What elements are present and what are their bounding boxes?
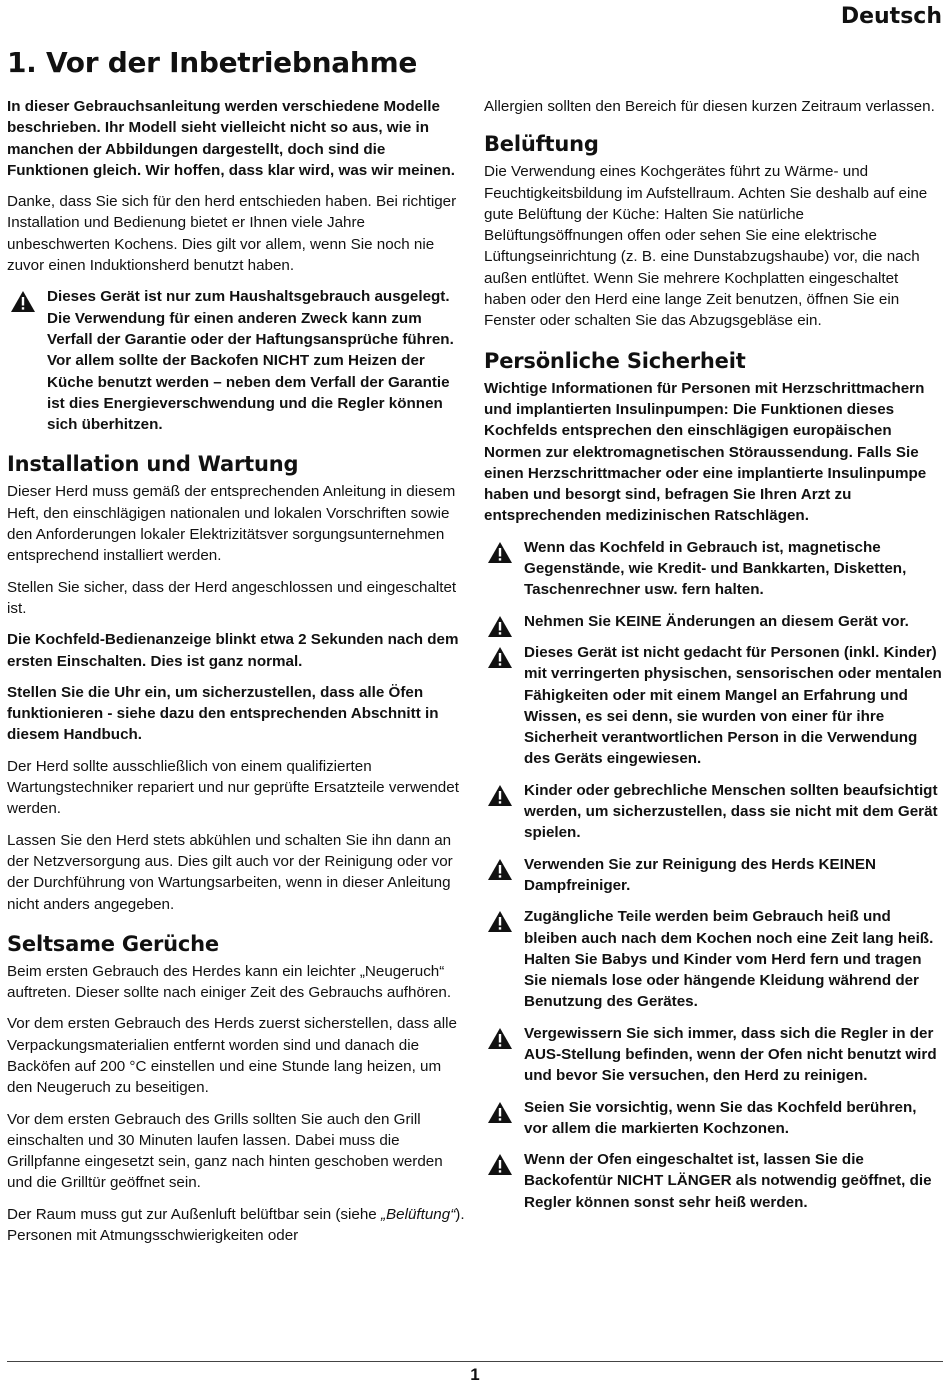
page-title: 1. Vor der Inbetriebnahme xyxy=(7,46,418,79)
section-heading-installation: Installation und Wartung xyxy=(7,452,299,477)
language-label: Deutsch xyxy=(840,4,942,29)
paragraph-bold: Stellen Sie die Uhr ein, um sicherzustellen, dass alle Öfen funktionieren - siehe dazu den entsprechenden Abschnitt in diesem Handbuch. xyxy=(7,683,439,744)
section-heading-smells: Seltsame Gerüche xyxy=(7,931,219,956)
paragraph: Vor dem ersten Gebrauch des Grills sollten Sie auch den Grill einschalten und 30 Minuten laufen lassen. Dabei muss die Grillpfanne eingesetzt sein, ganz nach hinten geschoben werden und die Grilltür geöffnet sein. xyxy=(7,1110,443,1192)
paragraph: Vor dem ersten Gebrauch des Herds zuerst sicherstellen, dass alle Verpackungsmaterialien entfernt worden sind und danach die Backöfen auf 200 °C einstellen und eine Stunde lang heizen, um den Neugeruch zu beseitigen. xyxy=(7,1015,457,1097)
warning-text: Seien Sie vorsichtig, wenn Sie das Kochfeld berühren, vor allem die markierten Kochzonen. xyxy=(524,1098,917,1137)
warning-household xyxy=(7,286,465,435)
paragraph: Der Herd sollte ausschließlich von einem qualifizierten Wartungstechniker repariert und nur geprüfte Ersatzteile verwendet werden. xyxy=(7,757,459,818)
warning-item xyxy=(484,1149,942,1213)
paragraph xyxy=(7,1204,465,1247)
footer-divider xyxy=(7,1361,943,1362)
intro-bold-paragraph: In dieser Gebrauchsanleitung werden verschiedene Modelle beschrieben. Ihr Modell sieht vielleicht nicht so aus, wie in manchen der Abbildungen dargestellt, doch sind die Funktionen gleich. Wir hoffen, dass klar wird, was wir meinen. xyxy=(7,98,455,179)
paragraph: Dieser Herd muss gemäß der entsprechenden Anleitung in diesem Heft, den einschlägigen nationalen und lokalen Vorschriften sowie den Anforderungen lokaler Elektrizitätsver sorgungsunternehmen entsprechend installiert werden. xyxy=(7,483,456,565)
warning-triangle-icon xyxy=(487,1101,513,1124)
warning-triangle-icon xyxy=(487,910,513,933)
warning-item xyxy=(484,611,942,632)
text-run: Der Raum muss gut zur Außenluft belüftbar sein (siehe xyxy=(7,1205,381,1223)
warning-text: Verwenden Sie zur Reinigung des Herds KEINEN Dampfreiniger. xyxy=(524,855,876,894)
warning-item xyxy=(484,780,942,844)
warning-triangle-icon xyxy=(487,615,513,638)
section-heading-ventilation: Belüftung xyxy=(484,132,599,157)
warning-text: Zugängliche Teile werden beim Gebrauch heiß und bleiben auch nach dem Kochen noch eine Zeit lang heiß. Halten Sie Babys und Kinder vom Herd fern und tragen Sie niemals lose oder hängende Kleidung während der Benutzung des Gerätes. xyxy=(524,908,934,1011)
warning-text: Kinder oder gebrechliche Menschen sollten beaufsichtigt werden, um sicherzustellen, dass sie nicht mit dem Gerät spielen. xyxy=(524,781,938,842)
paragraph: Stellen Sie sicher, dass der Herd angeschlossen und eingeschaltet ist. xyxy=(7,578,457,617)
warning-item xyxy=(484,906,942,1012)
left-column xyxy=(7,96,465,1256)
paragraph: Lassen Sie den Herd stets abkühlen und schalten Sie ihn dann an der Netzversorgung aus. Dies gilt auch vor der Reinigung oder vor der Durchführung von Wartungsarbeiten, wenn in dieser Anleitung nicht anders angegeben. xyxy=(7,831,453,913)
warning-text: Vergewissern Sie sich immer, dass sich die Regler in der AUS-Stellung befinden, wenn der Ofen nicht benutzt wird und bevor Sie versuchen, den Herd zu reinigen. xyxy=(524,1024,937,1085)
warning-item xyxy=(484,642,942,770)
paragraph-bold: Wichtige Informationen für Personen mit Herzschrittmachern und implantierten Insulinpumpen: Die Funktionen dieses Kochfelds entsprechen den einschlägigen europäischen Normen zur elektromagnetischen Störaussendung. Falls Sie einen Herzschrittmacher oder eine implantierte Insulinpumpe haben und besorgt sind, befragen Sie Ihren Arzt zu entsprechenden medizinischen Ratschlägen. xyxy=(484,379,927,525)
warning-triangle-icon xyxy=(10,290,36,313)
warning-triangle-icon xyxy=(487,541,513,564)
paragraph: Allergien sollten den Bereich für diesen kurzen Zeitraum verlassen. xyxy=(484,98,935,115)
intro-paragraph: Danke, dass Sie sich für den herd entschieden haben. Bei richtiger Installation und Bedienung bietet er Ihnen viele Jahre unbeschwerten Kochens. Dies gilt vor allem, wenn Sie noch nie zuvor einen Induktionsherd benutzt haben. xyxy=(7,193,457,275)
warning-item xyxy=(484,537,942,601)
warning-triangle-icon xyxy=(487,858,513,881)
cross-reference: „Belüftung“ xyxy=(380,1205,456,1223)
section-heading-safety: Persönliche Sicherheit xyxy=(484,348,746,373)
warning-list xyxy=(484,537,942,1213)
warning-triangle-icon xyxy=(487,1027,513,1050)
warning-text: Dieses Gerät ist nicht gedacht für Personen (inkl. Kinder) mit verringerten physischen, sensorischen oder mentalen Fähigkeiten oder mit einem Mangel an Erfahrung und Wissen, es sei denn, sie wurden von einer für ihre Sicherheit verantwortlichen Person in die Verwendung des Geräts eingewiesen. xyxy=(524,643,942,768)
warning-text: Nehmen Sie KEINE Änderungen an diesem Gerät vor. xyxy=(524,612,909,630)
page-number: 1 xyxy=(470,1365,480,1384)
warning-text: Wenn das Kochfeld in Gebrauch ist, magnetische Gegenstände, wie Kredit- und Bankkarten, Disketten, Taschenrechner usw. fern halten. xyxy=(524,538,907,599)
warning-triangle-icon xyxy=(487,1153,513,1176)
paragraph: Beim ersten Gebrauch des Herdes kann ein leichter „Neugeruch“ auftreten. Dieser sollte nach einiger Zeit des Gebrauchs aufhören. xyxy=(7,962,452,1002)
warning-triangle-icon xyxy=(487,646,513,669)
paragraph: Die Verwendung eines Kochgerätes führt zu Wärme- und Feuchtigkeitsbildung im Aufstellraum. Achten Sie deshalb auf eine gute Belüftung der Küche: Halten Sie natürliche Belüftungsöffnungen offen oder sehen Sie eine elektrische Lüftungseinrichtung (z. B. eine Dunstabzugshaube) vor, die nach außen entlüftet. Wenn Sie mehrere Kochplatten eingeschaltet haben oder den Herd eine lange Zeit benutzen, öffnen Sie ein Fenster oder schalten Sie das Abzugsgebläse ein. xyxy=(484,163,928,330)
warning-item xyxy=(484,1097,942,1140)
warning-item xyxy=(484,854,942,897)
text-run: ). Personen mit Atmungsschwierigkeiten oder xyxy=(7,1205,465,1245)
warning-text: Dieses Gerät ist nur zum Haushaltsgebrauch ausgelegt. Die Verwendung für einen anderen Zweck kann zum Verfall der Garantie oder der Haftungsansprüche führen. Vor allem sollte der Backofen NICHT zum Heizen der Küche benutzt werden – neben dem Verfall der Garantie ist dies Energieverschwendung und die Regler können sich überhitzen. xyxy=(47,288,454,434)
warning-item xyxy=(484,1023,942,1087)
paragraph-bold: Die Kochfeld-Bedienanzeige blinkt etwa 2 Sekunden nach dem ersten Einschalten. Dies ist ganz normal. xyxy=(7,631,459,670)
warning-text: Wenn der Ofen eingeschaltet ist, lassen Sie die Backofentür NICHT LÄNGER als notwendig geöffnet, die Regler können sonst sehr heiß werden. xyxy=(524,1151,932,1211)
warning-triangle-icon xyxy=(487,784,513,807)
right-column xyxy=(484,96,942,1223)
